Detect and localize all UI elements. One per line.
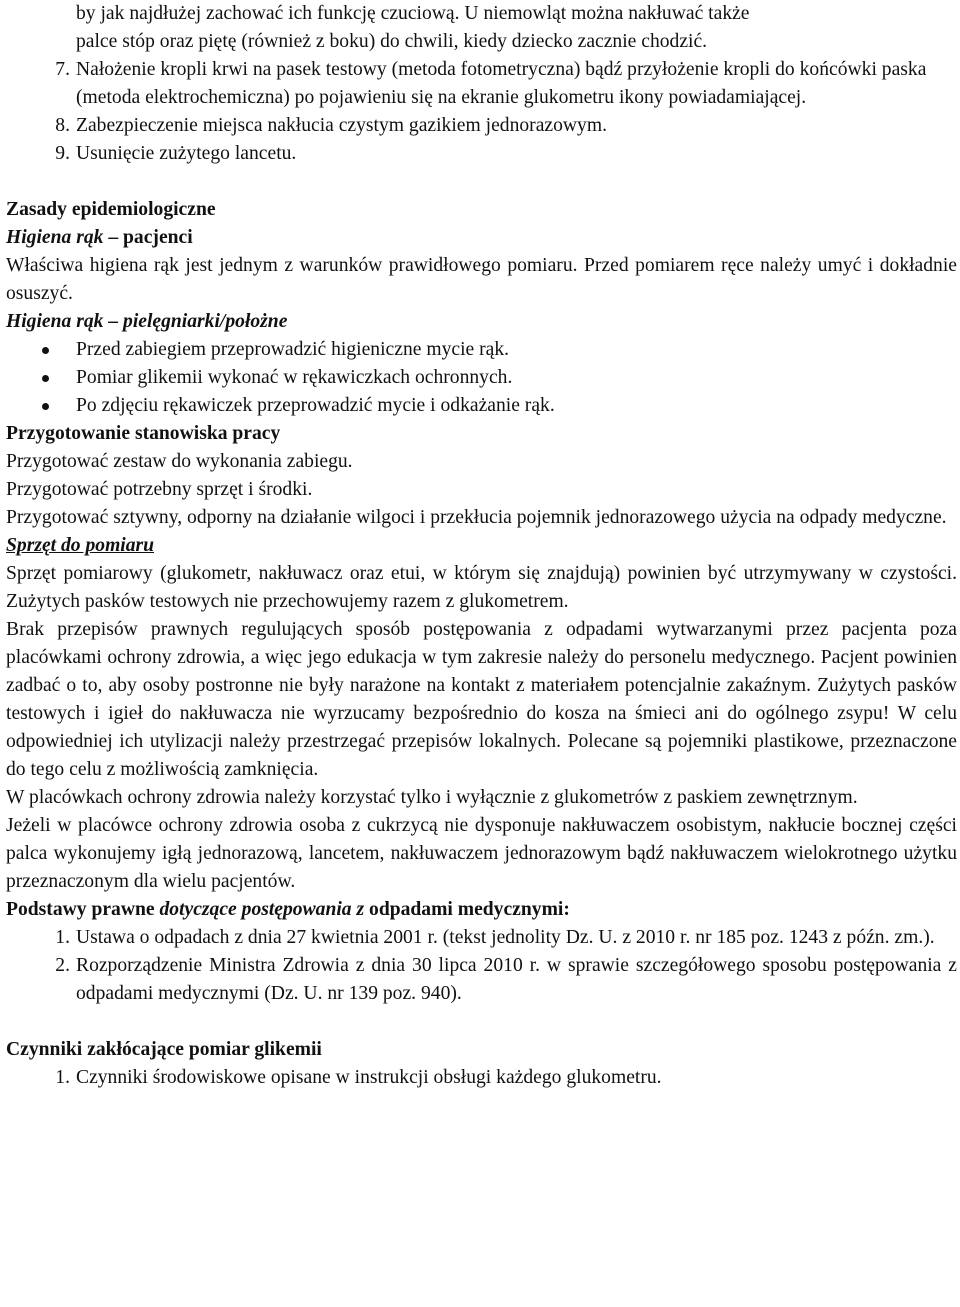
- workspace-line: Przygotować potrzebny sprzęt i środki.: [6, 479, 313, 500]
- step-number: 7.: [55, 59, 70, 80]
- list-item: Przed zabiegiem przeprowadzić higieniczne mycie rąk.: [6, 336, 957, 364]
- bullet-icon: [6, 392, 76, 420]
- legal-number: 2.: [55, 955, 70, 976]
- step-continuation: [6, 0, 957, 56]
- equipment-paragraph: W placówkach ochrony zdrowia należy korzystać tylko i wyłącznie z glukometrów z paskiem zewnętrznym.: [6, 787, 858, 808]
- workspace-heading: Przygotowanie stanowiska pracy: [6, 423, 281, 444]
- legal-number: 1.: [55, 927, 70, 948]
- step-text: Nałożenie kropli krwi na pasek testowy (metoda fotometryczna) bądź przyłożenie kropli do końcówki paska (metoda elektrochemiczna) po pojawieniu się na ekranie glukometru ikony powiadamiającej.: [76, 59, 927, 108]
- step-item: [6, 112, 957, 140]
- step-number: 9.: [55, 143, 70, 164]
- procedure-steps: [6, 56, 957, 168]
- hand-hygiene-nurses-heading: Higiena rąk – pielęgniarki/położne: [6, 311, 288, 332]
- equipment-paragraph: Brak przepisów prawnych regulujących sposób postępowania z odpadami wytwarzanymi przez pacjenta poza placówkami ochrony zdrowia, a więc jego edukacja w tym zakresie należy do personelu medycznego. Pacjent powinien zadbać o to, aby osoby postronne nie były narażone na kontakt z materiałem potencjalnie zakaźnym. Zużytych pasków testowych i igieł do nakłuwacza nie wyrzucamy bezpośrednio do kosza na śmieci ani do ogólnego zsypu! W celu odpowiedniej ich utylizacji należy przestrzegać przepisów lokalnych. Polecane są pojemniki plastikowe, przeznaczone do tego celu z możliwością zamknięcia.: [6, 619, 957, 780]
- hand-hygiene-patients-text: Właściwa higiena rąk jest jednym z warunków prawidłowego pomiaru. Przed pomiarem ręce należy umyć i dokładnie osuszyć.: [6, 255, 957, 304]
- step-text: Usunięcie zużytego lancetu.: [76, 143, 297, 164]
- list-item: Pomiar glikemii wykonać w rękawiczkach ochronnych.: [6, 364, 957, 392]
- continuation-line-1: by jak najdłużej zachować ich funkcję czuciową. U niemowląt można nakłuwać także: [76, 3, 750, 24]
- step-text: Zabezpieczenie miejsca nakłucia czystym gazikiem jednorazowym.: [76, 115, 607, 136]
- epidemiology-heading: Zasady epidemiologiczne: [6, 199, 216, 220]
- patients-label: – pacjenci: [103, 227, 193, 248]
- equipment-paragraph: Jeżeli w placówce ochrony zdrowia osoba z cukrzycą nie dysponuje nakłuwaczem osobistym, nakłucie bocznej części palca wykonujemy igłą jednorazową, lancetem, nakłuwaczem jednorazowym bądź nakłuwaczem wielokrotnego użytku przeznaczonym dla wielu pacjentów.: [6, 815, 957, 892]
- legal-text: Rozporządzenie Ministra Zdrowia z dnia 30 lipca 2010 r. w sprawie szczegółowego sposobu postępowania z odpadami medycznymi (Dz. U. nr 139 poz. 940).: [76, 955, 957, 1004]
- hand-hygiene-patients-heading: [6, 224, 957, 252]
- workspace-line: Przygotować sztywny, odporny na działanie wilgoci i przekłucia pojemnik jednorazowego użycia na odpady medyczne.: [6, 507, 947, 528]
- factors-list: [6, 1064, 957, 1092]
- continuation-line-2: palce stóp oraz piętę (również z boku) do chwili, kiedy dziecko zacznie chodzić.: [76, 31, 708, 52]
- bullet-icon: [6, 364, 76, 392]
- list-item: [6, 924, 957, 952]
- nurse-hygiene-list: [6, 336, 957, 420]
- workspace-line: Przygotować zestaw do wykonania zabiegu.: [6, 451, 353, 472]
- factor-number: 1.: [55, 1067, 70, 1088]
- bullet-icon: [6, 336, 76, 364]
- step-item: [6, 140, 957, 168]
- factor-text: Czynniki środowiskowe opisane w instrukcji obsługi każdego glukometru.: [76, 1067, 662, 1088]
- hand-hygiene-label: Higiena rąk: [6, 227, 104, 248]
- step-item: [6, 56, 957, 112]
- list-item: [6, 952, 957, 1008]
- factors-heading: Czynniki zakłócające pomiar glikemii: [6, 1039, 322, 1060]
- legal-list: [6, 924, 957, 1008]
- step-number: 8.: [55, 115, 70, 136]
- equipment-heading: Sprzęt do pomiaru: [6, 535, 155, 556]
- equipment-paragraph: Sprzęt pomiarowy (glukometr, nakłuwacz oraz etui, w którym się znajdują) powinien być utrzymywany w czystości. Zużytych pasków testowych nie przechowujemy razem z glukometrem.: [6, 563, 957, 612]
- legal-heading: Podstawy prawne dotyczące postępowania z odpadami medycznymi:: [6, 899, 570, 920]
- list-item: [6, 1064, 957, 1092]
- legal-text: Ustawa o odpadach z dnia 27 kwietnia 2001 r. (tekst jednolity Dz. U. z 2010 r. nr 185 poz. 1243 z późn. zm.).: [76, 927, 935, 948]
- list-item: Po zdjęciu rękawiczek przeprowadzić mycie i odkażanie rąk.: [6, 392, 957, 420]
